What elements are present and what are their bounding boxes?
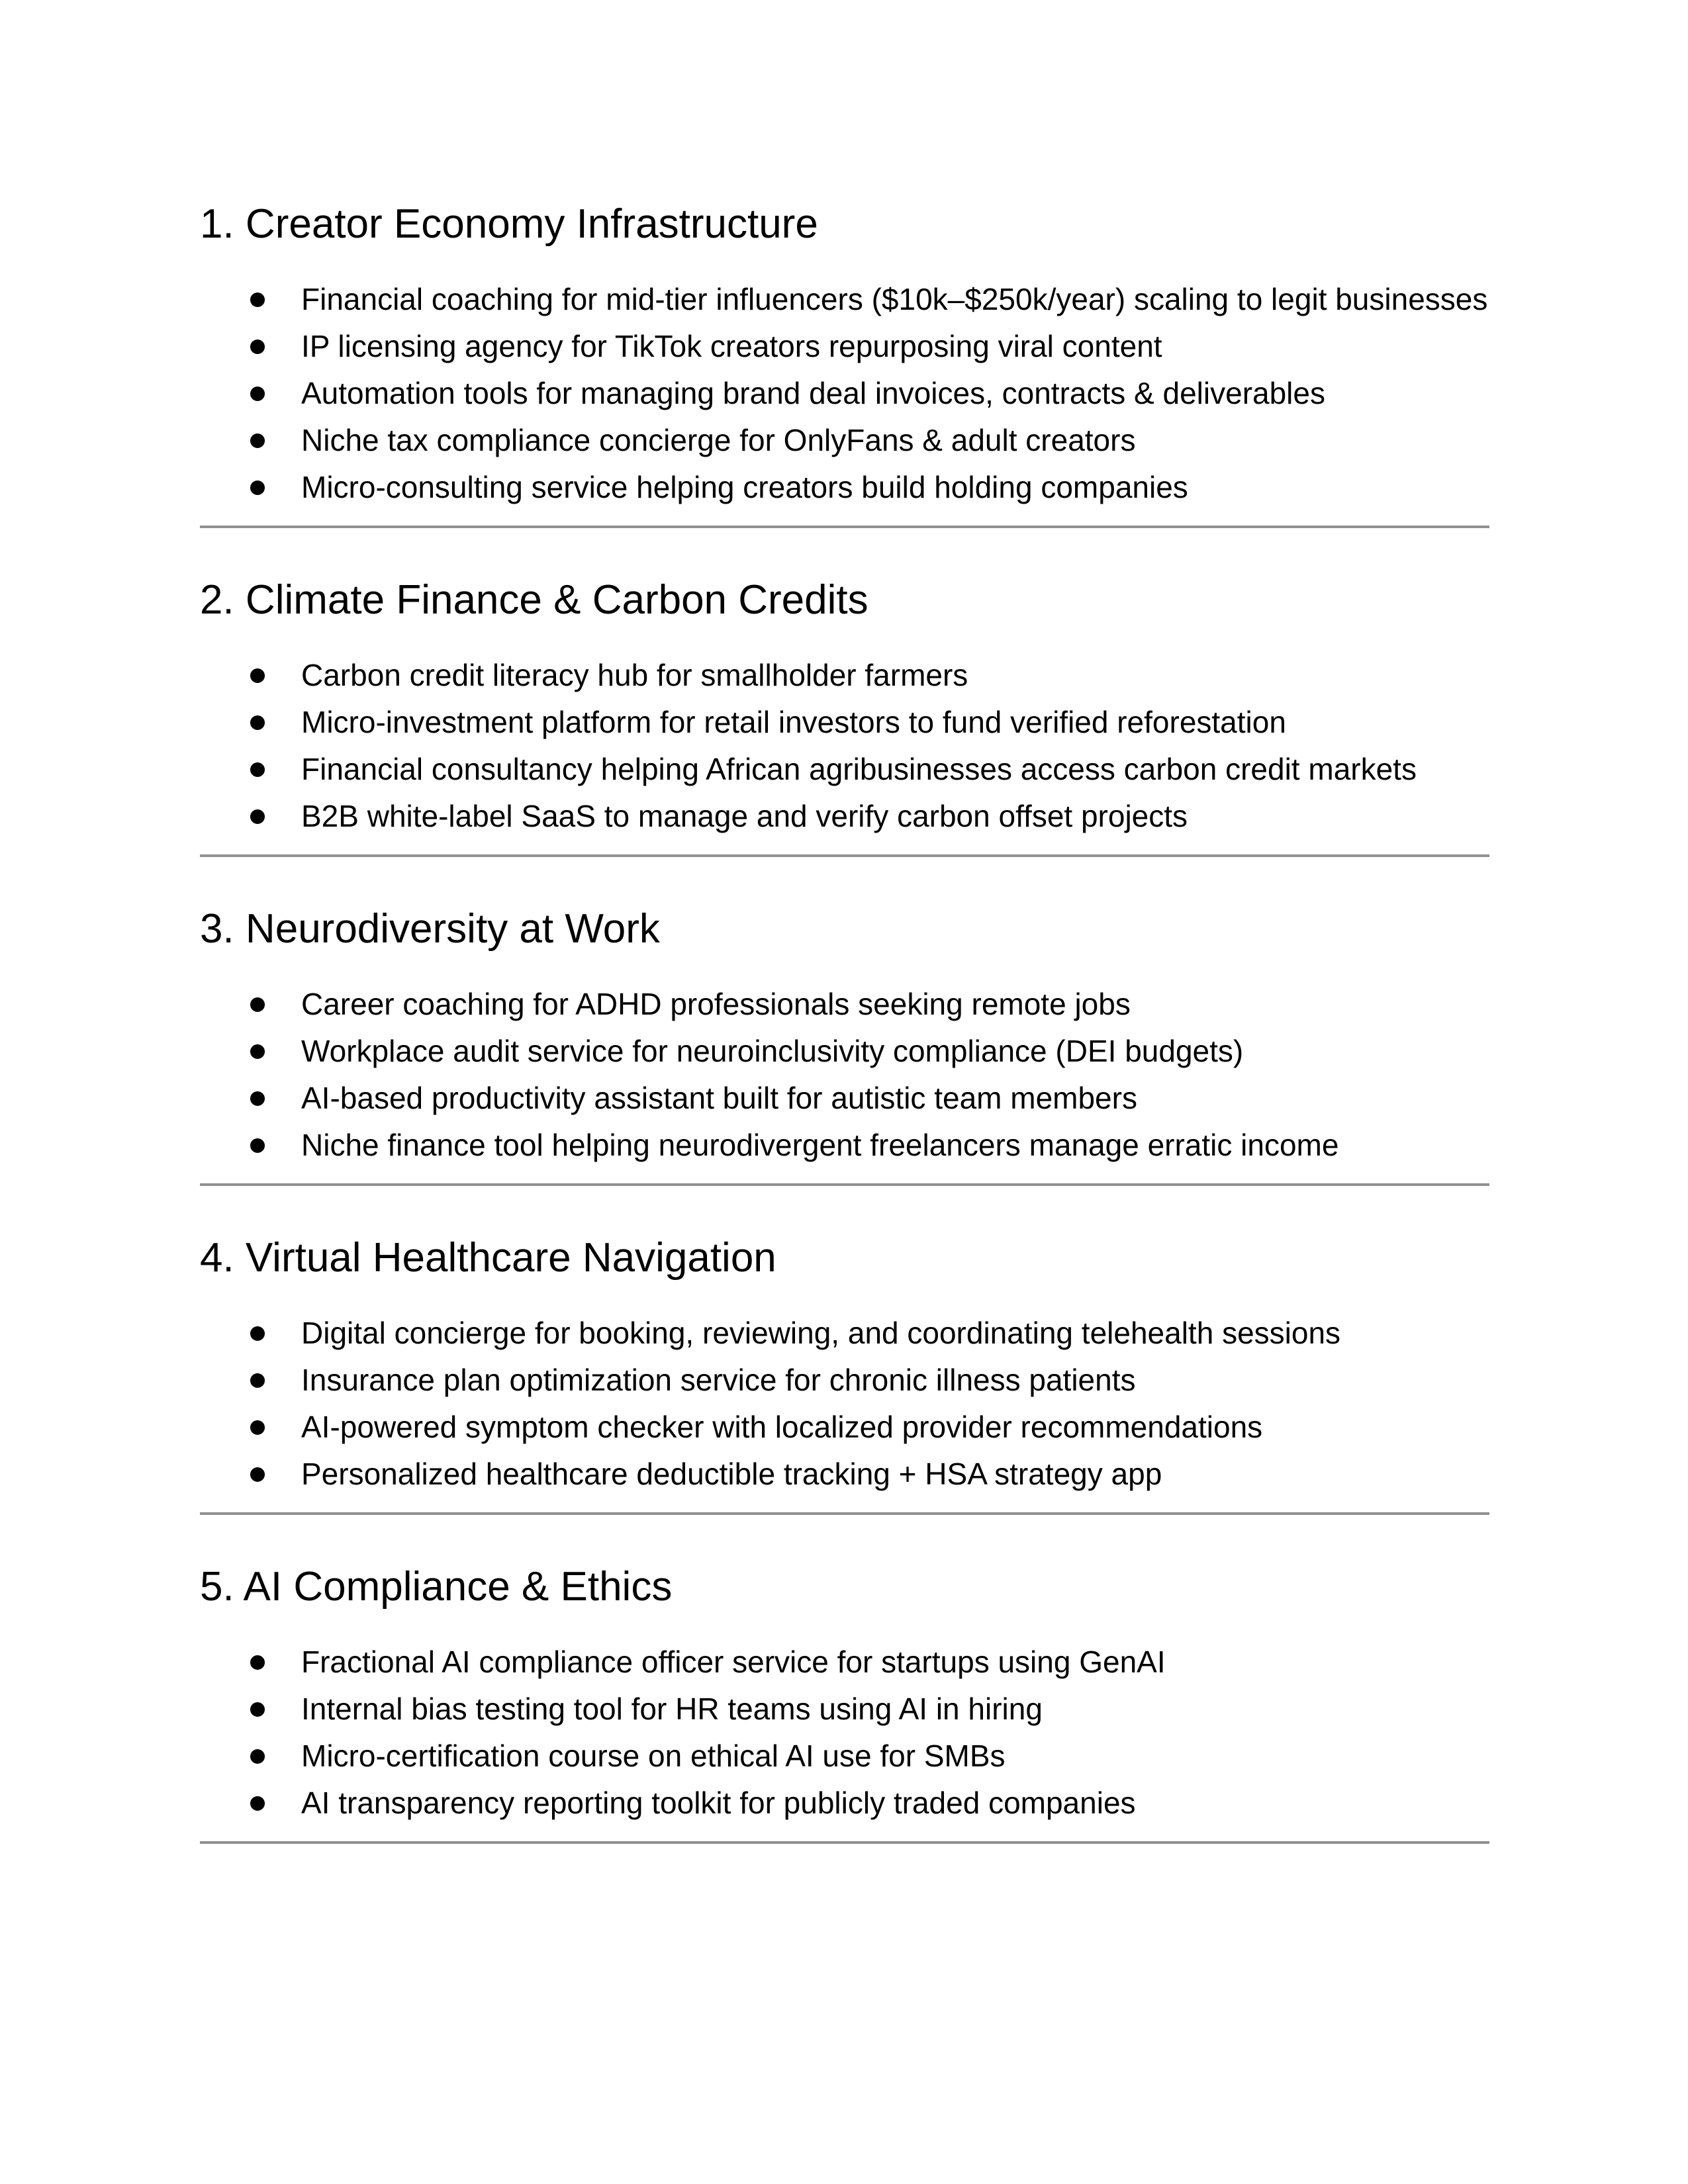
list-item-text: Financial coaching for mid-tier influencers ($10k–$250k/year) scaling to legit businesses (301, 282, 1488, 316)
section-virtual-healthcare (200, 1235, 1489, 1515)
bullet-icon (250, 1326, 265, 1341)
list-item-text: Micro-consulting service helping creators build holding companies (301, 470, 1188, 504)
bullet-icon (250, 1044, 265, 1059)
list-item (200, 1737, 1489, 1774)
section-divider (200, 854, 1489, 857)
list-item-text: AI-powered symptom checker with localized provider recommendations (301, 1410, 1263, 1444)
bullet-list (200, 985, 1489, 1163)
section-heading: 5. AI Compliance & Ethics (200, 1564, 673, 1610)
list-item-text: Internal bias testing tool for HR teams using AI in hiring (301, 1692, 1043, 1726)
list-item-text: Personalized healthcare deductible tracking + HSA strategy app (301, 1457, 1162, 1491)
list-item (200, 1314, 1489, 1351)
list-item-text: Micro-investment platform for retail investors to fund verified reforestation (301, 705, 1286, 739)
bullet-list (200, 281, 1489, 506)
bullet-icon (250, 387, 265, 401)
list-item (200, 751, 1489, 788)
list-item-text: Financial consultancy helping African agribusinesses access carbon credit markets (301, 752, 1417, 786)
list-item-text: Micro-certification course on ethical AI use for SMBs (301, 1739, 1006, 1773)
list-item-text: IP licensing agency for TikTok creators repurposing viral content (301, 329, 1162, 363)
list-item (200, 375, 1489, 412)
list-item (200, 1032, 1489, 1069)
bullet-icon (250, 715, 265, 730)
section-heading: 4. Virtual Healthcare Navigation (200, 1235, 776, 1281)
bullet-icon (250, 997, 265, 1012)
section-heading: 1. Creator Economy Infrastructure (200, 201, 818, 247)
bullet-icon (250, 809, 265, 824)
section-heading: 2. Climate Finance & Carbon Credits (200, 577, 868, 623)
section-divider (200, 1841, 1489, 1844)
bullet-icon (250, 1091, 265, 1106)
list-item-text: Fractional AI compliance officer service for startups using GenAI (301, 1645, 1166, 1679)
bullet-icon (250, 1655, 265, 1670)
list-item (200, 1361, 1489, 1398)
list-item (200, 1690, 1489, 1727)
list-item (200, 469, 1489, 506)
section-divider (200, 1183, 1489, 1186)
bullet-icon (250, 433, 265, 448)
bullet-icon (250, 762, 265, 777)
section-creator-economy (200, 201, 1489, 528)
bullet-list (200, 657, 1489, 835)
section-heading: 3. Neurodiversity at Work (200, 906, 660, 952)
bullet-icon (250, 1467, 265, 1482)
list-item-text: AI transparency reporting toolkit for publicly traded companies (301, 1786, 1136, 1820)
list-item-text: Workplace audit service for neuroinclusivity compliance (DEI budgets) (301, 1034, 1244, 1068)
section-ai-compliance (200, 1564, 1489, 1844)
list-item (200, 1643, 1489, 1680)
list-item (200, 1408, 1489, 1445)
list-item (200, 704, 1489, 741)
bullet-icon (250, 480, 265, 495)
list-item-text: AI-based productivity assistant built for autistic team members (301, 1081, 1137, 1115)
list-item-text: Carbon credit literacy hub for smallholder farmers (301, 658, 968, 692)
list-item-text: Niche tax compliance concierge for OnlyFans & adult creators (301, 423, 1136, 457)
list-item (200, 1126, 1489, 1163)
list-item-text: Digital concierge for booking, reviewing, and coordinating telehealth sessions (301, 1316, 1341, 1350)
section-divider (200, 1512, 1489, 1515)
bullet-icon (250, 1749, 265, 1764)
bullet-icon (250, 1796, 265, 1811)
list-item (200, 328, 1489, 365)
list-item (200, 797, 1489, 835)
list-item (200, 1784, 1489, 1821)
bullet-icon (250, 668, 265, 683)
list-item-text: Career coaching for ADHD professionals seeking remote jobs (301, 987, 1131, 1021)
list-item (200, 281, 1489, 318)
list-item-text: B2B white-label SaaS to manage and verify carbon offset projects (301, 799, 1188, 833)
bullet-icon (250, 1138, 265, 1153)
bullet-icon (250, 1702, 265, 1717)
list-item-text: Insurance plan optimization service for chronic illness patients (301, 1363, 1136, 1397)
list-item (200, 422, 1489, 459)
bullet-icon (250, 340, 265, 354)
list-item-text: Automation tools for managing brand deal invoices, contracts & deliverables (301, 376, 1325, 410)
list-item (200, 1455, 1489, 1492)
section-divider (200, 525, 1489, 528)
list-item (200, 985, 1489, 1023)
section-neurodiversity (200, 906, 1489, 1186)
bullet-icon (250, 293, 265, 307)
bullet-list (200, 1643, 1489, 1821)
bullet-icon (250, 1420, 265, 1435)
bullet-icon (250, 1373, 265, 1388)
section-climate-finance (200, 577, 1489, 857)
list-item-text: Niche finance tool helping neurodivergent freelancers manage erratic income (301, 1128, 1339, 1162)
list-item (200, 1079, 1489, 1116)
list-item (200, 657, 1489, 694)
bullet-list (200, 1314, 1489, 1492)
